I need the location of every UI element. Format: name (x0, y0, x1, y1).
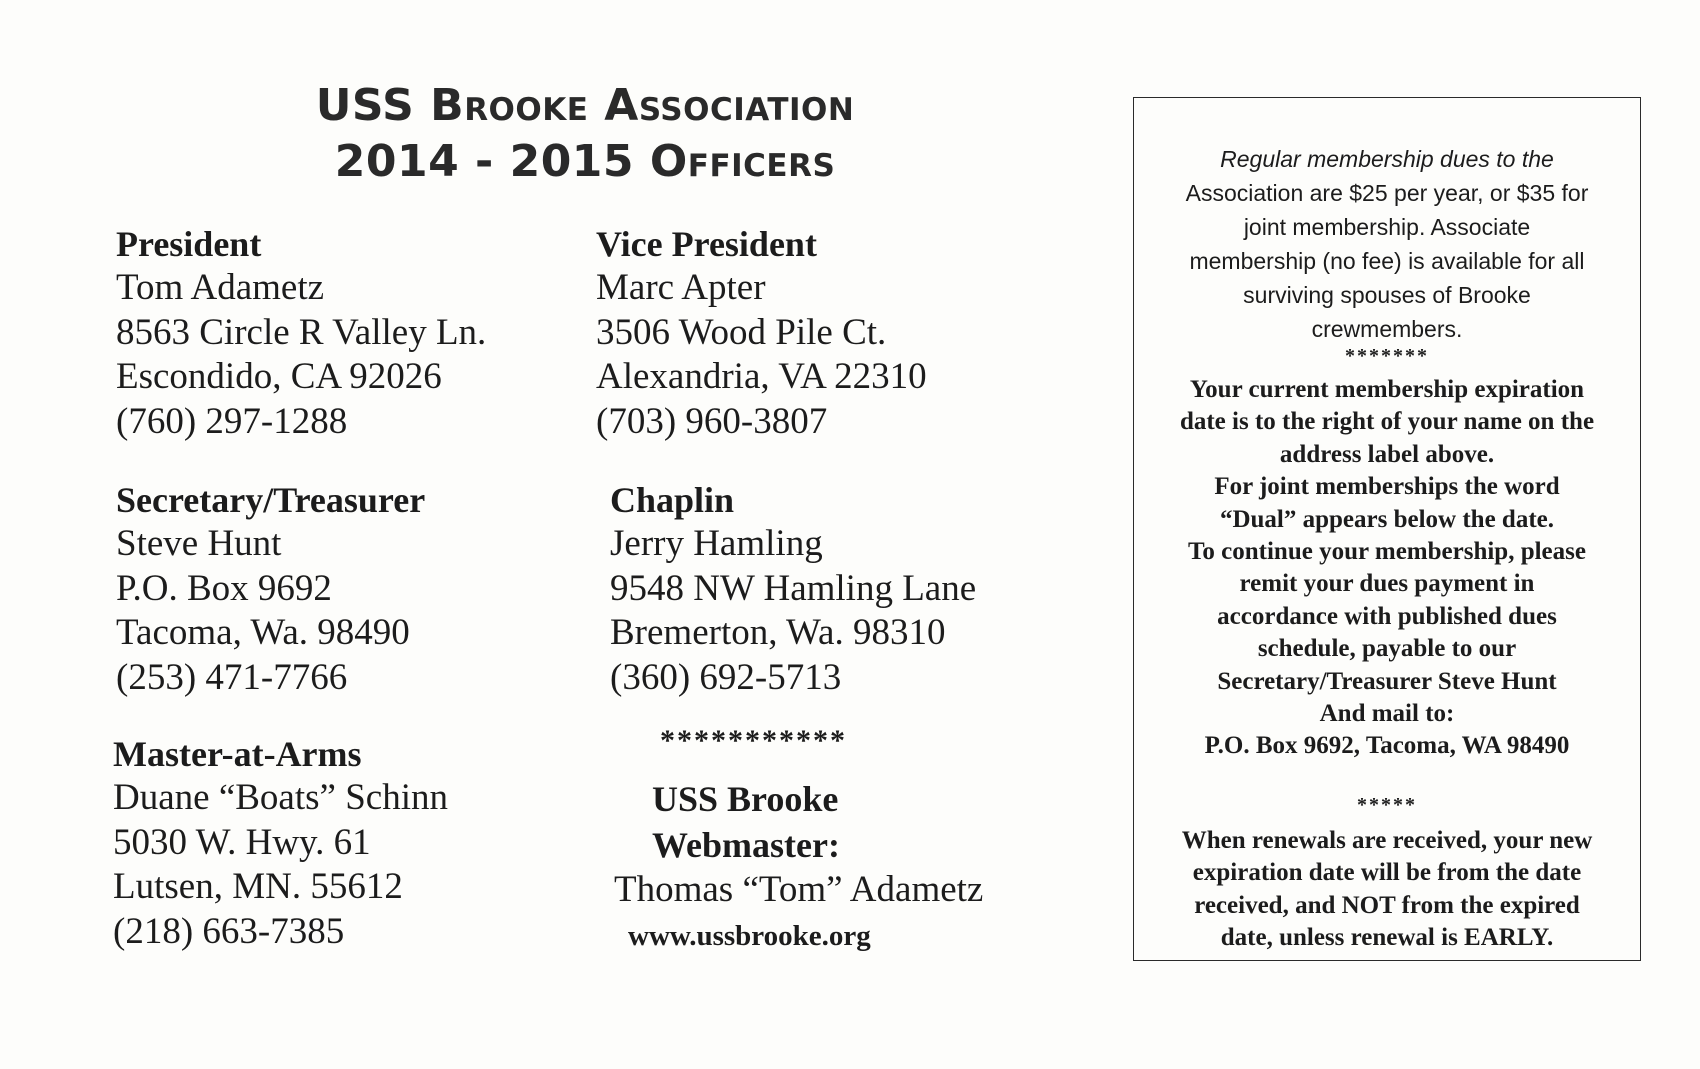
dues-intro-line: Association are $25 per year, or $35 for (1185, 180, 1589, 206)
officer-name: Tom Adametz (116, 267, 325, 308)
officer-city: Alexandria, VA 22310 (596, 356, 927, 397)
renewal-line: When renewals are received, your new (1181, 826, 1593, 854)
officer-city: Escondido, CA 92026 (116, 356, 442, 397)
dues-intro-line: surviving spouses of Brooke (1243, 282, 1531, 308)
notice-line: “Dual” appears below the date. (1219, 505, 1555, 533)
officer-city: Bremerton, Wa. 98310 (610, 612, 946, 653)
officer-phone: (253) 471-7766 (116, 656, 348, 698)
officer-name: Jerry Hamling (610, 523, 823, 564)
officer-phone: (218) 663-7385 (113, 910, 345, 952)
notice-line: Secretary/Treasurer Steve Hunt (1217, 667, 1557, 695)
officer-street: 5030 W. Hwy. 61 (113, 821, 371, 863)
separator-stars: *********** (660, 724, 847, 757)
webmaster-name: Thomas “Tom” Adametz (614, 869, 984, 910)
dues-intro-line: joint membership. Associate (1243, 214, 1531, 240)
dues-intro-line: crewmembers. (1311, 316, 1463, 342)
officer-name: Marc Apter (596, 267, 766, 308)
officer-phone: (760) 297-1288 (116, 400, 348, 442)
title-line-2: 2014 - 2015 Officers (334, 136, 836, 187)
officer-street: 9548 NW Hamling Lane (610, 567, 977, 609)
officer-vice-president (596, 222, 927, 444)
officer-chaplin (610, 478, 976, 700)
notice-line: schedule, payable to our (1257, 635, 1517, 663)
notice-line: And mail to: (1319, 700, 1455, 728)
webmaster-title (652, 776, 840, 868)
officer-role: Chaplin (610, 480, 735, 520)
renewal-line: received, and NOT from the expired (1194, 891, 1580, 919)
officer-role: Secretary/Treasurer (116, 480, 426, 520)
officer-secretary-treasurer (116, 478, 425, 700)
notice-line: remit your dues payment in (1239, 570, 1535, 598)
officer-master-at-arms (113, 732, 448, 954)
notice-line: accordance with published dues (1217, 602, 1557, 630)
officer-role: President (116, 224, 262, 264)
page-title (160, 78, 1010, 190)
membership-notice (1144, 374, 1630, 763)
dues-intro (1152, 142, 1622, 346)
notice-line: P.O. Box 9692, Tacoma, WA 98490 (1204, 732, 1570, 760)
officer-role: Vice President (596, 224, 817, 264)
dues-intro-line: Regular membership dues to the (1220, 146, 1554, 172)
notice-line: To continue your membership, please (1188, 538, 1586, 566)
officer-street: 3506 Wood Pile Ct. (596, 311, 887, 353)
separator-stars: ******* (1345, 345, 1429, 367)
officer-city: Tacoma, Wa. 98490 (116, 612, 410, 653)
dues-info-box (1133, 97, 1641, 961)
webmaster-title-line-2: Webmaster: (652, 825, 840, 865)
notice-line: For joint memberships the word (1214, 473, 1560, 501)
officer-name: Steve Hunt (116, 523, 282, 564)
officer-phone: (703) 960-3807 (596, 400, 828, 442)
renewal-line: expiration date will be from the date (1192, 859, 1582, 887)
separator-stars: ***** (1357, 793, 1417, 816)
webmaster-url[interactable]: www.ussbrooke.org (628, 920, 871, 952)
webmaster-title-line-1: USS Brooke (652, 779, 839, 819)
notice-line: date is to the right of your name on the (1179, 408, 1595, 436)
title-line-1: USS Brooke Association (315, 80, 855, 131)
officer-president (116, 222, 486, 444)
officer-role: Master-at-Arms (113, 734, 362, 774)
officer-phone: (360) 692-5713 (610, 656, 842, 698)
renewal-line: date, unless renewal is EARLY. (1220, 924, 1554, 952)
notice-line: Your current membership expiration (1189, 376, 1585, 403)
officer-name: Duane “Boats” Schinn (113, 777, 448, 818)
dues-intro-line: membership (no fee) is available for all (1189, 248, 1585, 274)
officer-city: Lutsen, MN. 55612 (113, 866, 403, 907)
notice-line: address label above. (1279, 440, 1495, 468)
officer-street: P.O. Box 9692 (116, 567, 332, 609)
officer-street: 8563 Circle R Valley Ln. (116, 311, 487, 353)
renewal-notice (1144, 825, 1630, 955)
